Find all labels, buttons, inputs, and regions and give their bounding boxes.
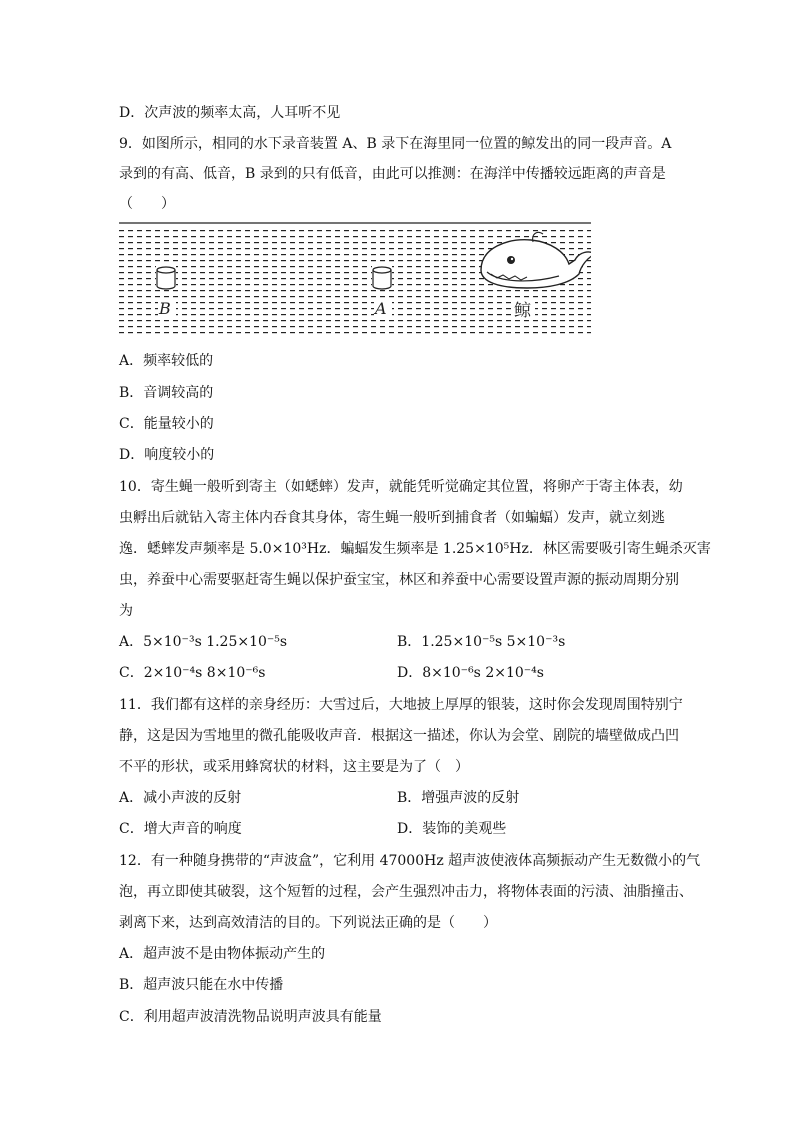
q9-option-b: B．音调较高的 <box>119 385 214 401</box>
q9-option-c: C．能量较小的 <box>119 416 214 432</box>
q8-option-d: D．次声波的频率太高，人耳听不见 <box>119 105 341 121</box>
q9-figure <box>119 222 591 340</box>
label-a: A <box>375 299 387 318</box>
q10-option-b: B．1.25×10⁻⁵s 5×10⁻³s <box>397 634 566 650</box>
label-whale: 鲸 <box>514 301 531 321</box>
q10-stem-line-2: 虫孵出后就钻入寄主体内吞食其身体，寄生蝇一般听到捕食者（如蝙蝠）发声，就立刻逃 <box>119 510 665 526</box>
q10-option-c: C．2×10⁻⁴s 8×10⁻⁶s <box>119 665 266 681</box>
q9-stem-line-1: 9．如图所示，相同的水下录音装置 A、B 录下在海里同一位置的鲸发出的同一段声音。A <box>119 136 672 152</box>
q10-stem-line-3: 逸．蟋蟀发声频率是 5.0×10³Hz．蝙蝠发生频率是 1.25×10⁵Hz．林区需要吸引寄生蝇杀灭害 <box>119 541 711 557</box>
q9-stem-line-2: 录到的有高、低音，B 录到的只有低音，由此可以推测：在海洋中传播较远距离的声音是 <box>119 166 666 182</box>
q10-option-d: D．8×10⁻⁶s 2×10⁻⁴s <box>397 665 544 681</box>
q12-option-a: A．超声波不是由物体振动产生的 <box>119 946 326 962</box>
q11-option-c: C．增大声音的响度 <box>119 821 242 837</box>
q11-option-d: D．装饰的美观些 <box>397 821 507 837</box>
q10-option-a: A．5×10⁻³s 1.25×10⁻⁵s <box>119 634 288 650</box>
q11-option-a: A．减小声波的反射 <box>119 790 242 806</box>
q12-option-c: C．利用超声波清洗物品说明声波具有能量 <box>119 1009 382 1025</box>
q11-stem-line-3: 不平的形状，或采用蜂窝状的材料，这主要是为了（ ） <box>119 759 469 775</box>
q9-stem-line-3: （ ） <box>119 196 175 212</box>
label-b: B <box>159 299 171 318</box>
q12-option-b: B．超声波只能在水中传播 <box>119 977 284 993</box>
q12-stem-line-2: 泡，再立即使其破裂，这个短暂的过程，会产生强烈冲击力，将物体表面的污渍、油脂撞击、 <box>119 884 693 900</box>
q10-stem-line-1: 10．寄生蝇一般听到寄主（如蟋蟀）发声，就能凭听觉确定其位置，将卵产于寄主体表，幼 <box>119 479 683 495</box>
q10-stem-line-4: 虫，养蚕中心需要驱赶寄生蝇以保护蚕宝宝，林区和养蚕中心需要设置声源的振动周期分别 <box>119 572 679 588</box>
q12-stem-line-3: 剥离下来，达到高效清洁的目的。下列说法正确的是（ ） <box>119 915 497 931</box>
q10-stem-line-5: 为 <box>119 603 133 619</box>
recorder-b <box>156 266 176 290</box>
q9-option-a: A．频率较低的 <box>119 353 214 369</box>
recorder-a <box>372 266 392 290</box>
q9-option-d: D．响度较小的 <box>119 447 215 463</box>
q12-stem-line-1: 12．有一种随身携带的“声波盒”，它利用 47000Hz 超声波使液体高频振动产生无数微小的气 <box>119 853 701 869</box>
q11-stem-line-2: 静，这是因为雪地里的微孔能吸收声音．根据这一描述，你认为会堂、剧院的墙壁做成凸凹 <box>119 728 679 744</box>
q11-stem-line-1: 11．我们都有这样的亲身经历：大雪过后，大地披上厚厚的银装，这时你会发现周围特别宁 <box>119 697 683 713</box>
q11-option-b: B．增强声波的反射 <box>397 790 520 806</box>
